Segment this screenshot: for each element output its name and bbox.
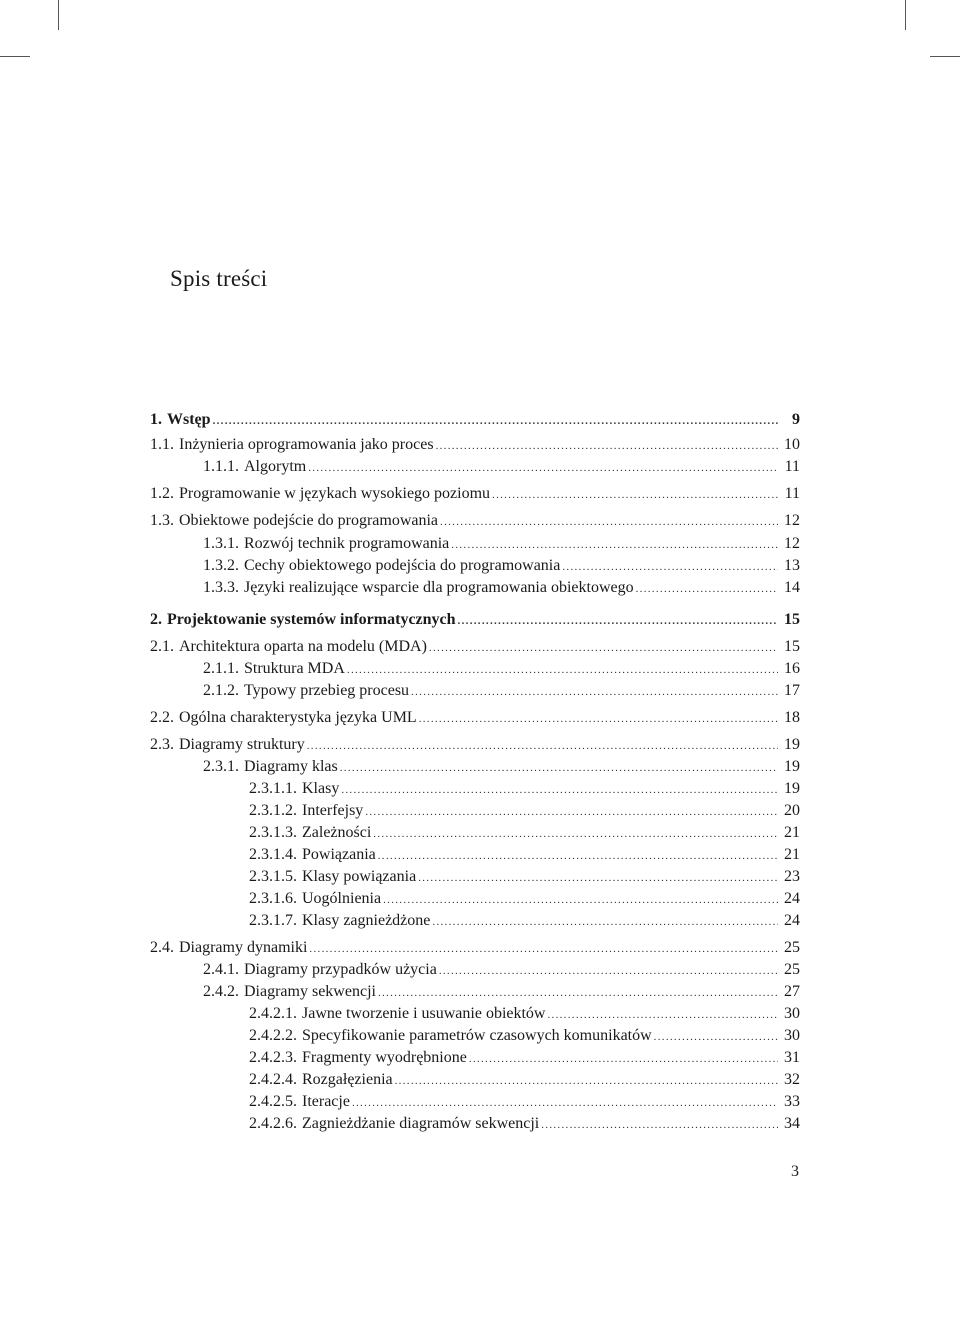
toc-entry-label: Interfejsy [302, 802, 364, 819]
toc-entry-number: 1.3.2. [203, 557, 239, 574]
toc-entry-page: 15 [784, 611, 800, 628]
toc-entry[interactable] [203, 680, 800, 702]
toc-dot-leader [458, 610, 778, 632]
toc-entry-label: Wstęp [167, 411, 211, 428]
toc-dot-leader [340, 757, 778, 779]
toc-entry-page: 11 [784, 458, 800, 475]
toc-dot-leader [341, 779, 778, 801]
toc-dot-leader [213, 410, 778, 432]
toc-dot-leader [352, 1092, 778, 1114]
toc-dot-leader [429, 637, 778, 659]
toc-dot-leader [411, 681, 778, 703]
toc-entry[interactable] [249, 1069, 800, 1091]
toc-entry-number: 2.3.1.5. [249, 868, 297, 885]
toc-entry-page: 13 [784, 557, 800, 574]
toc-entry[interactable] [249, 822, 800, 844]
toc-entry-label: Rozwój technik programowania [244, 535, 450, 552]
toc-entry[interactable] [249, 800, 800, 822]
toc-entry-label: Zależności [302, 824, 372, 841]
toc-entry-page: 31 [784, 1049, 800, 1066]
toc-entry-page: 18 [784, 709, 800, 726]
toc-entry-label: Zagnieżdżanie diagramów sekwencji [302, 1115, 540, 1132]
toc-entry-page: 9 [792, 411, 800, 428]
toc-entry-page: 21 [784, 824, 800, 841]
toc-entry[interactable] [150, 409, 800, 431]
toc-entry-number: 2.3.1. [203, 758, 239, 775]
toc-entry-number: 1.1. [150, 436, 174, 453]
toc-entry-page: 30 [784, 1005, 800, 1022]
toc-dot-leader [439, 960, 778, 982]
toc-entry-label: Jawne tworzenie i usuwanie obiektów [302, 1005, 546, 1022]
toc-entry-page: 19 [784, 758, 800, 775]
toc-entry-number: 1.3.1. [203, 535, 239, 552]
toc-entry-page: 15 [784, 638, 800, 655]
toc-entry[interactable] [203, 959, 800, 981]
toc-entry[interactable] [249, 1113, 800, 1135]
toc-entry-number: 2.4.2.1. [249, 1005, 297, 1022]
toc-entry-page: 25 [784, 939, 800, 956]
toc-entry-label: Programowanie w językach wysokiego poziomu [179, 485, 491, 502]
toc-entry-page: 27 [784, 983, 800, 1000]
toc-entry[interactable] [249, 1003, 800, 1025]
toc-entry-page: 23 [784, 868, 800, 885]
toc-entry-label: Projektowanie systemów informatycznych [167, 611, 456, 628]
toc-entry[interactable] [203, 658, 800, 680]
toc-dot-leader [547, 1004, 778, 1026]
toc-entry-number: 2.2. [150, 709, 174, 726]
toc-entry-number: 2.1. [150, 638, 174, 655]
page-number: 3 [791, 1163, 799, 1180]
toc-entry-page: 34 [784, 1115, 800, 1132]
toc-entry-label: Inżynieria oprogramowania jako proces [179, 436, 434, 453]
toc-entry[interactable] [249, 1047, 800, 1069]
toc-entry[interactable] [203, 577, 800, 599]
toc-entry-page: 16 [784, 660, 800, 677]
toc-entry-number: 2.1.1. [203, 660, 239, 677]
toc-entry-number: 2.3.1.1. [249, 780, 297, 797]
toc-dot-leader [308, 457, 778, 479]
toc-entry-number: 1.1.1. [203, 458, 239, 475]
page-title: Spis treści [170, 266, 268, 291]
toc-entry-label: Obiektowe podejście do programowania [179, 512, 439, 529]
toc-entry-number: 2.4.2.4. [249, 1071, 297, 1088]
toc-entry-number: 2. [150, 611, 162, 628]
toc-entry-number: 2.3.1.2. [249, 802, 297, 819]
toc-dot-leader [636, 578, 778, 600]
toc-entry-page: 11 [784, 485, 800, 502]
toc-dot-leader [419, 708, 778, 730]
toc-dot-leader [562, 556, 778, 578]
toc-dot-leader [492, 484, 778, 506]
toc-entry-page: 12 [784, 512, 800, 529]
toc-entry[interactable] [203, 555, 800, 577]
toc-dot-leader [432, 911, 778, 933]
toc-entry-label: Diagramy przypadków użycia [244, 961, 437, 978]
toc-entry[interactable] [150, 707, 800, 729]
toc-dot-leader [440, 511, 778, 533]
toc-entry-number: 2.4.2.2. [249, 1027, 297, 1044]
toc-dot-leader [365, 801, 778, 823]
toc-dot-leader [373, 823, 778, 845]
toc-entry-number: 2.4.2.5. [249, 1093, 297, 1110]
toc-dot-leader [307, 735, 778, 757]
toc-entry-number: 2.3.1.4. [249, 846, 297, 863]
toc-entry-label: Struktura MDA [244, 660, 345, 677]
toc-dot-leader [347, 659, 778, 681]
toc-dot-leader [469, 1048, 778, 1070]
toc-entry-page: 19 [784, 780, 800, 797]
toc-entry[interactable] [203, 756, 800, 778]
toc-entry-number: 2.1.2. [203, 682, 239, 699]
toc-entry-label: Cechy obiektowego podejścia do programowania [244, 557, 561, 574]
toc-entry-label: Typowy przebieg procesu [244, 682, 410, 699]
toc-entry-number: 1. [150, 411, 162, 428]
toc-entry-label: Diagramy sekwencji [244, 983, 376, 1000]
toc-entry-number: 2.4.2.6. [249, 1115, 297, 1132]
toc-entry-number: 2.4.1. [203, 961, 239, 978]
toc-entry-number: 1.3. [150, 512, 174, 529]
toc-entry-label: Klasy [302, 780, 340, 797]
toc-entry-label: Ogólna charakterystyka języka UML [179, 709, 417, 726]
toc-entry-page: 24 [784, 912, 800, 929]
toc-dot-leader [395, 1070, 778, 1092]
toc-entry-page: 25 [784, 961, 800, 978]
toc-entry-label: Powiązania [302, 846, 376, 863]
toc-entry-label: Architektura oparta na modelu (MDA) [179, 638, 427, 655]
toc-entry[interactable] [150, 734, 800, 756]
toc-entry-number: 1.2. [150, 485, 174, 502]
toc-entry-label: Diagramy dynamiki [179, 939, 308, 956]
toc-dot-leader [418, 867, 778, 889]
toc-entry-label: Rozgałęzienia [302, 1071, 393, 1088]
toc-entry-number: 2.4. [150, 939, 174, 956]
toc-entry-page: 30 [784, 1027, 800, 1044]
toc-entry-label: Języki realizujące wsparcie dla programowania obiektowego [244, 579, 634, 596]
toc-entry[interactable] [249, 866, 800, 888]
toc-entry-number: 2.4.2.3. [249, 1049, 297, 1066]
toc-dot-leader [451, 534, 778, 556]
toc-entry[interactable] [249, 778, 800, 800]
toc-entry[interactable] [249, 888, 800, 910]
toc-entry-page: 19 [784, 736, 800, 753]
toc-entry[interactable] [203, 981, 800, 1003]
toc-dot-leader [309, 938, 778, 960]
toc-entry-page: 14 [784, 579, 800, 596]
toc-entry-label: Klasy powiązania [302, 868, 417, 885]
toc-entry-page: 17 [784, 682, 800, 699]
toc-entry-number: 1.3.3. [203, 579, 239, 596]
toc-entry-label: Fragmenty wyodrębnione [302, 1049, 467, 1066]
toc-entry[interactable] [249, 910, 800, 932]
toc-dot-leader [541, 1114, 778, 1136]
toc-entry[interactable] [150, 609, 800, 631]
toc-entry[interactable] [150, 510, 800, 532]
toc-entry-page: 32 [784, 1071, 800, 1088]
toc-entry-number: 2.3.1.6. [249, 890, 297, 907]
toc-entry-page: 12 [784, 535, 800, 552]
toc-entry[interactable] [249, 1025, 800, 1047]
toc-entry[interactable] [150, 434, 800, 456]
toc-entry-label: Uogólnienia [302, 890, 382, 907]
toc-entry[interactable] [249, 1091, 800, 1113]
toc-dot-leader [383, 889, 778, 911]
toc-entry[interactable] [150, 937, 800, 959]
toc-dot-leader [654, 1026, 778, 1048]
toc-dot-leader [436, 435, 778, 457]
toc-entry-label: Iteracje [302, 1093, 350, 1110]
toc-entry-label: Specyfikowanie parametrów czasowych komunikatów [302, 1027, 652, 1044]
toc-entry-page: 33 [784, 1093, 800, 1110]
toc-entry[interactable] [150, 636, 800, 658]
toc-entry-number: 2.3.1.3. [249, 824, 297, 841]
toc-entry-page: 10 [784, 436, 800, 453]
toc-dot-leader [378, 982, 778, 1004]
toc-entry[interactable] [203, 456, 800, 478]
toc-entry-label: Diagramy klas [244, 758, 338, 775]
toc-entry[interactable] [203, 533, 800, 555]
toc-dot-leader [378, 845, 778, 867]
toc-entry-page: 24 [784, 890, 800, 907]
toc-entry-number: 2.3. [150, 736, 174, 753]
toc-entry[interactable] [249, 844, 800, 866]
toc-entry-label: Klasy zagnieżdżone [302, 912, 431, 929]
toc-entry-label: Diagramy struktury [179, 736, 305, 753]
toc-entry-page: 21 [784, 846, 800, 863]
toc-entry-page: 20 [784, 802, 800, 819]
toc-entry-number: 2.3.1.7. [249, 912, 297, 929]
toc-entry-label: Algorytm [244, 458, 307, 475]
toc-entry[interactable] [150, 483, 800, 505]
toc-entry-number: 2.4.2. [203, 983, 239, 1000]
